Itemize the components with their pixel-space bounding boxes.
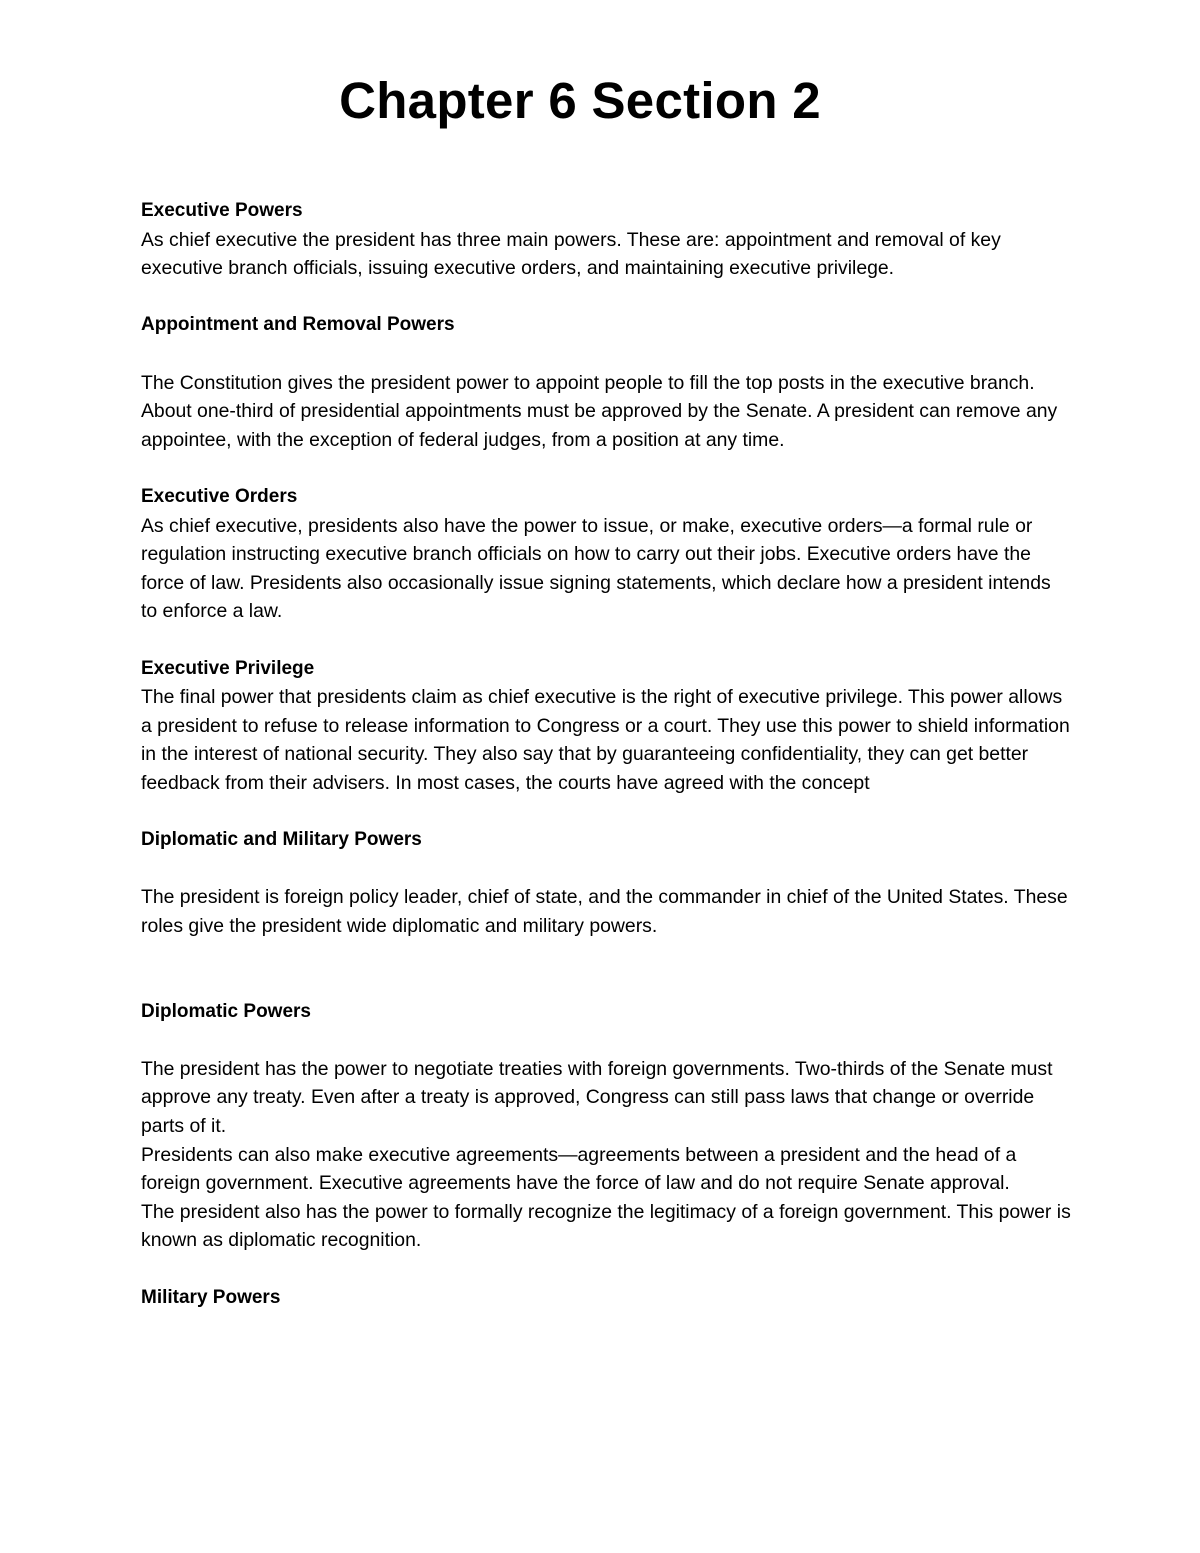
section-heading-diplomatic-military: Diplomatic and Military Powers <box>141 829 422 851</box>
section-heading-diplomatic-powers: Diplomatic Powers <box>141 1000 311 1022</box>
section-paragraph: The Constitution gives the president power to appoint people to fill the top posts in the executive branch. About one-third of presidential appointments must be approved by the Senate. A president can remove any appointee, with the exception of federal judges, from a position at any time. <box>141 371 1058 451</box>
section-paragraph: As chief executive the president has three main powers. These are: appointment and removal of key executive branch officials, issuing executive orders, and maintaining executive privilege. <box>141 228 1001 280</box>
section-heading-executive-powers: Executive Powers <box>141 200 303 221</box>
section-paragraph: The president has the power to negotiate treaties with foreign governments. Two-thirds of the Senate must approve any treaty. Even after a treaty is approved, Congress can still pass laws that change or override parts of it. <box>141 1057 1053 1137</box>
section-heading-military-powers: Military Powers <box>141 1286 281 1308</box>
section-heading-executive-privilege: Executive Privilege <box>141 657 315 679</box>
page-title: Chapter 6 Section 2 <box>339 72 821 129</box>
section-heading-appointment-removal: Appointment and Removal Powers <box>141 314 455 336</box>
section-paragraph: The president also has the power to formally recognize the legitimacy of a foreign government. This power is known as diplomatic recognition. <box>141 1200 1071 1252</box>
section-paragraph: The final power that presidents claim as chief executive is the right of executive privilege. This power allows a president to refuse to release information to Congress or a court. They use this power to shield information in the interest of national security. They also say that by guaranteeing confidentiality, they can get better feedback from their advisers. In most cases, the courts have agreed with the concept <box>141 686 1070 794</box>
section-heading-executive-orders: Executive Orders <box>141 485 298 507</box>
section-paragraph: The president is foreign policy leader, chief of state, and the commander in chief of the United States. These roles give the president wide diplomatic and military powers. <box>141 886 1068 937</box>
document-body <box>141 197 1071 1312</box>
section-paragraph: Presidents can also make executive agreements—agreements between a president and the head of a foreign government. Executive agreements have the force of law and do not require Senate approval. <box>141 1143 1017 1195</box>
section-paragraph: As chief executive, presidents also have the power to issue, or make, executive orders—a formal rule or regulation instructing executive branch officials on how to carry out their jobs. Executive orders have the force of law. Presidents also occasionally issue signing statements, which declare how a president intends to enforce a law. <box>141 514 1051 623</box>
